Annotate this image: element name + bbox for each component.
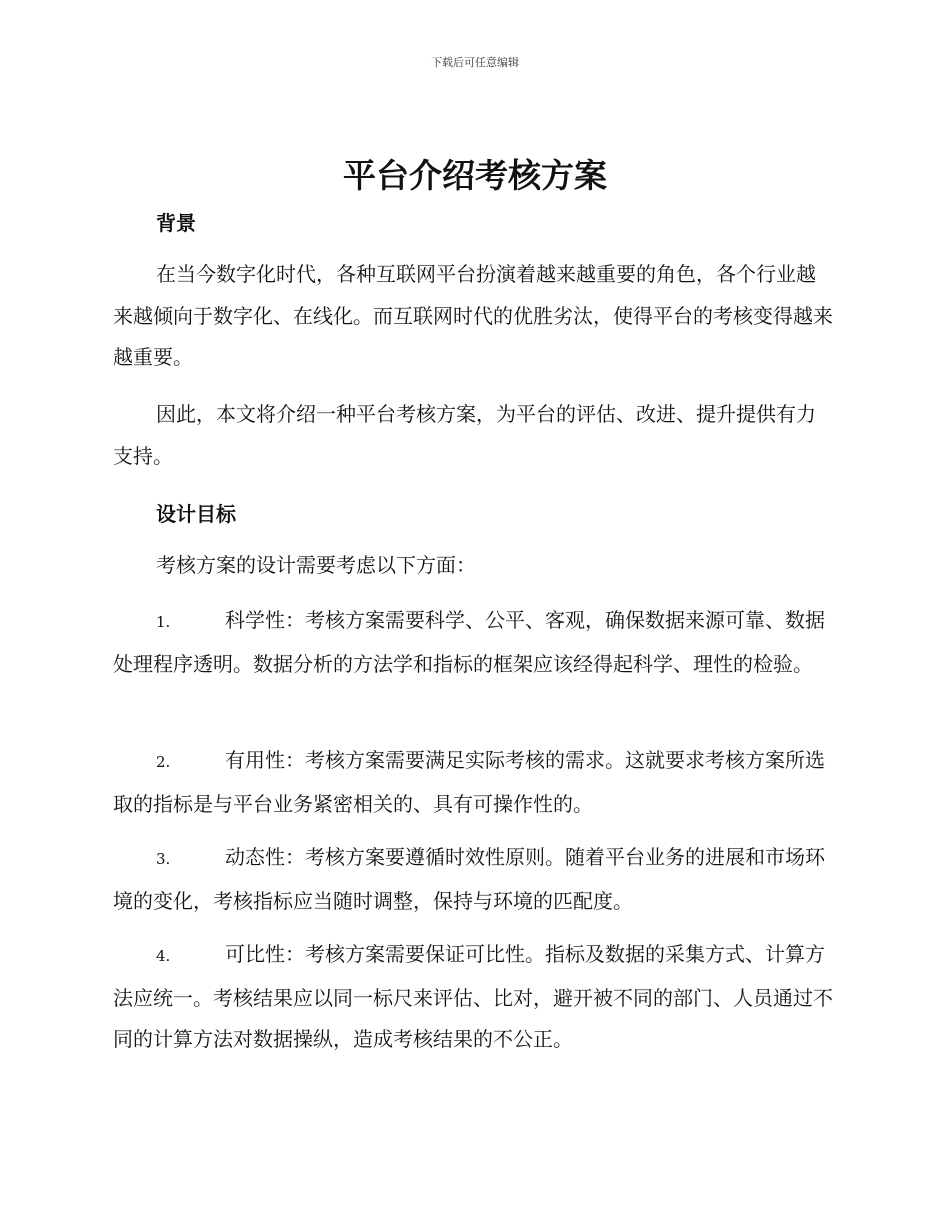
list-item bbox=[113, 934, 833, 1061]
list-item-text: 科学性：考核方案需要科学、公平、客观，确保数据来源可靠、数据处理程序透明。数据分析的方法学和指标的框架应该经得起科学、理性的检验。 bbox=[113, 608, 825, 676]
list-item-text: 有用性：考核方案需要满足实际考核的需求。这就要求考核方案所选取的指标是与平台业务紧密相关的、具有可操作性的。 bbox=[113, 748, 825, 816]
list-item-text: 动态性：考核方案要遵循时效性原则。随着平台业务的进展和市场环境的变化，考核指标应当随时调整，保持与环境的匹配度。 bbox=[113, 845, 825, 913]
list-item-number: 4. bbox=[156, 947, 171, 965]
list-item bbox=[113, 837, 833, 922]
list-item-number: 1. bbox=[156, 613, 171, 631]
list-item-number: 2. bbox=[156, 753, 171, 771]
list-item bbox=[113, 740, 833, 825]
section-heading-design-goals: 设计目标 bbox=[156, 502, 236, 526]
paragraph: 因此，本文将介绍一种平台考核方案，为平台的评估、改进、提升提供有力支持。 bbox=[113, 402, 816, 468]
section-heading-background: 背景 bbox=[156, 211, 196, 235]
paragraph: 在当今数字化时代，各种互联网平台扮演着越来越重要的角色，各个行业越来越倾向于数字化、在线化。而互联网时代的优胜劣汰，使得平台的考核变得越来越重要。 bbox=[113, 262, 833, 369]
document-title: 平台介绍考核方案 bbox=[343, 156, 607, 195]
list-item bbox=[113, 600, 833, 685]
paragraph: 考核方案的设计需要考虑以下方面： bbox=[156, 553, 476, 577]
list-item-number: 3. bbox=[156, 850, 171, 868]
page-header: 下载后可任意编辑 bbox=[431, 56, 519, 69]
list-item-text: 可比性：考核方案需要保证可比性。指标及数据的采集方式、计算方法应统一。考核结果应以同一标尺来评估、比对，避开被不同的部门、人员通过不同的计算方法对数据操纵，造成考核结果的不公正。 bbox=[113, 942, 833, 1051]
